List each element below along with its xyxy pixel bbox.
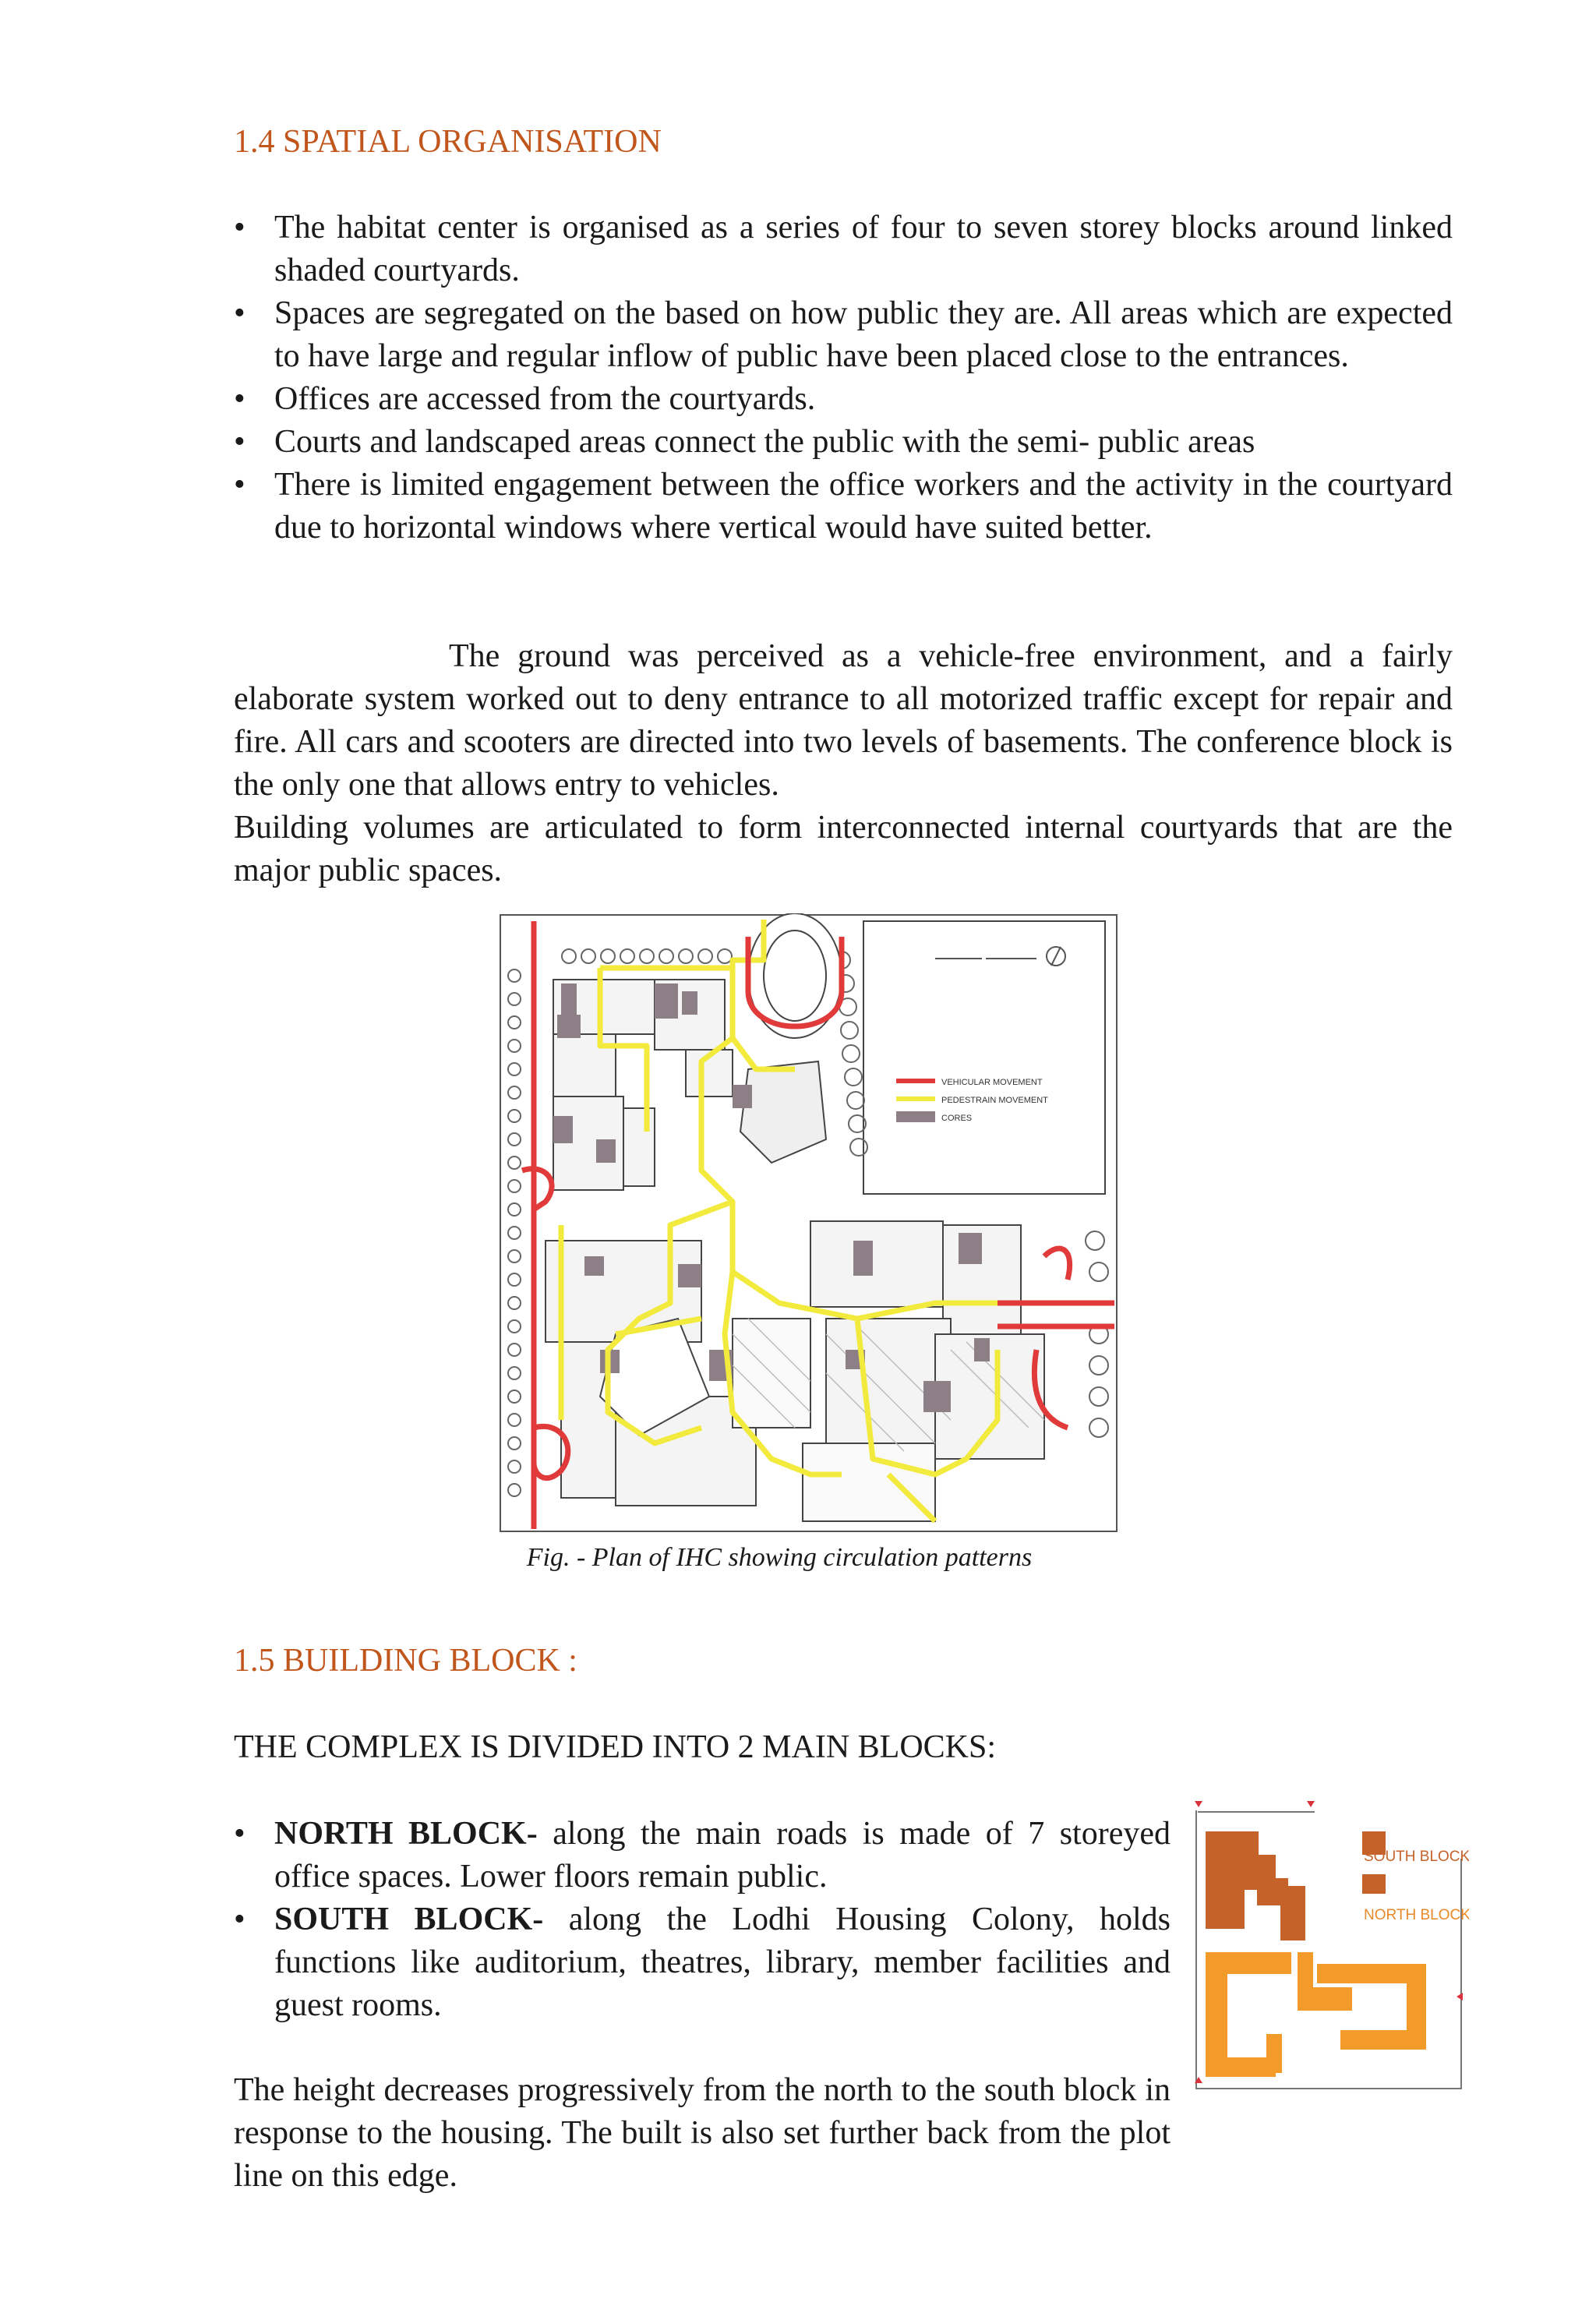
list-item: • Courts and landscaped areas connect the public with the semi- public areas <box>234 421 1453 464</box>
north-block-text: along the main roads is made of 7 storeyed office spaces. Lower floors remain public. <box>274 1816 1171 1895</box>
block-diagram <box>1188 1796 1469 2096</box>
list-item <box>234 1898 1171 2027</box>
building-block-intro: THE COMPLEX IS DIVIDED INTO 2 MAIN BLOCKS: <box>234 1729 997 1765</box>
legend-swatch-cores <box>896 1111 935 1122</box>
list-item <box>234 1813 1171 1898</box>
list-item: • There is limited engagement between the office workers and the activity in the courtyard due to horizontal windows where vertical would have suited better. <box>234 464 1453 549</box>
block-diagram-figure <box>1188 1796 1469 2096</box>
north-block-label: NORTH BLOCK <box>1364 1907 1469 1923</box>
legend-label-vehicular: VEHICULAR MOVEMENT <box>941 1078 1043 1087</box>
section-heading-spatial: 1.4 SPATIAL ORGANISATION <box>234 124 662 160</box>
list-item: • Offices are accessed from the courtyards. <box>234 378 1453 421</box>
paragraph-height: The height decreases progressively from the north to the south block in response to the housing. The built is also set further back from the plot line on this edge. <box>234 2072 1171 2194</box>
legend-label-pedestrian: PEDESTRAIN MOVEMENT <box>941 1096 1048 1105</box>
figure-caption: Fig. - Plan of IHC showing circulation patterns <box>526 1543 1033 1572</box>
south-block-text: along the Lodhi Housing Colony, holds functions like auditorium, theatres, library, member facilities and guest rooms. <box>274 1902 1171 2023</box>
paragraph-volumes: Building volumes are articulated to form interconnected internal courtyards that are the major public spaces. <box>234 810 1453 888</box>
building-block-bullet-list <box>234 1813 1171 2027</box>
site-plan-drawing <box>499 913 1118 1533</box>
south-block-label: SOUTH BLOCK <box>1364 1849 1469 1865</box>
section-heading-building-block: 1.5 BUILDING BLOCK : <box>234 1643 577 1679</box>
north-block-term: NORTH BLOCK- <box>274 1816 538 1852</box>
paragraph-ground: The ground was perceived as a vehicle-free environment, and a fairly elaborate system worked out to deny entrance to all motorized traffic except for repair and fire. All cars and scooters are directed into two levels of basements. The conference block is the only one that allows entry to vehicles. <box>234 638 1453 803</box>
list-item: • The habitat center is organised as a series of four to seven storey blocks around linked shaded courtyards. <box>234 207 1453 292</box>
list-item: • Spaces are segregated on the based on how public they are. All areas which are expected to have large and regular inflow of public have been placed close to the entrances. <box>234 292 1453 378</box>
north-block-shape <box>1206 1952 1426 2077</box>
spatial-bullet-list <box>234 207 1453 549</box>
south-block-term: SOUTH BLOCK- <box>274 1902 544 1937</box>
south-block-shape <box>1206 1831 1386 1941</box>
legend-label-cores: CORES <box>941 1114 973 1123</box>
site-plan-figure <box>499 913 1118 1533</box>
